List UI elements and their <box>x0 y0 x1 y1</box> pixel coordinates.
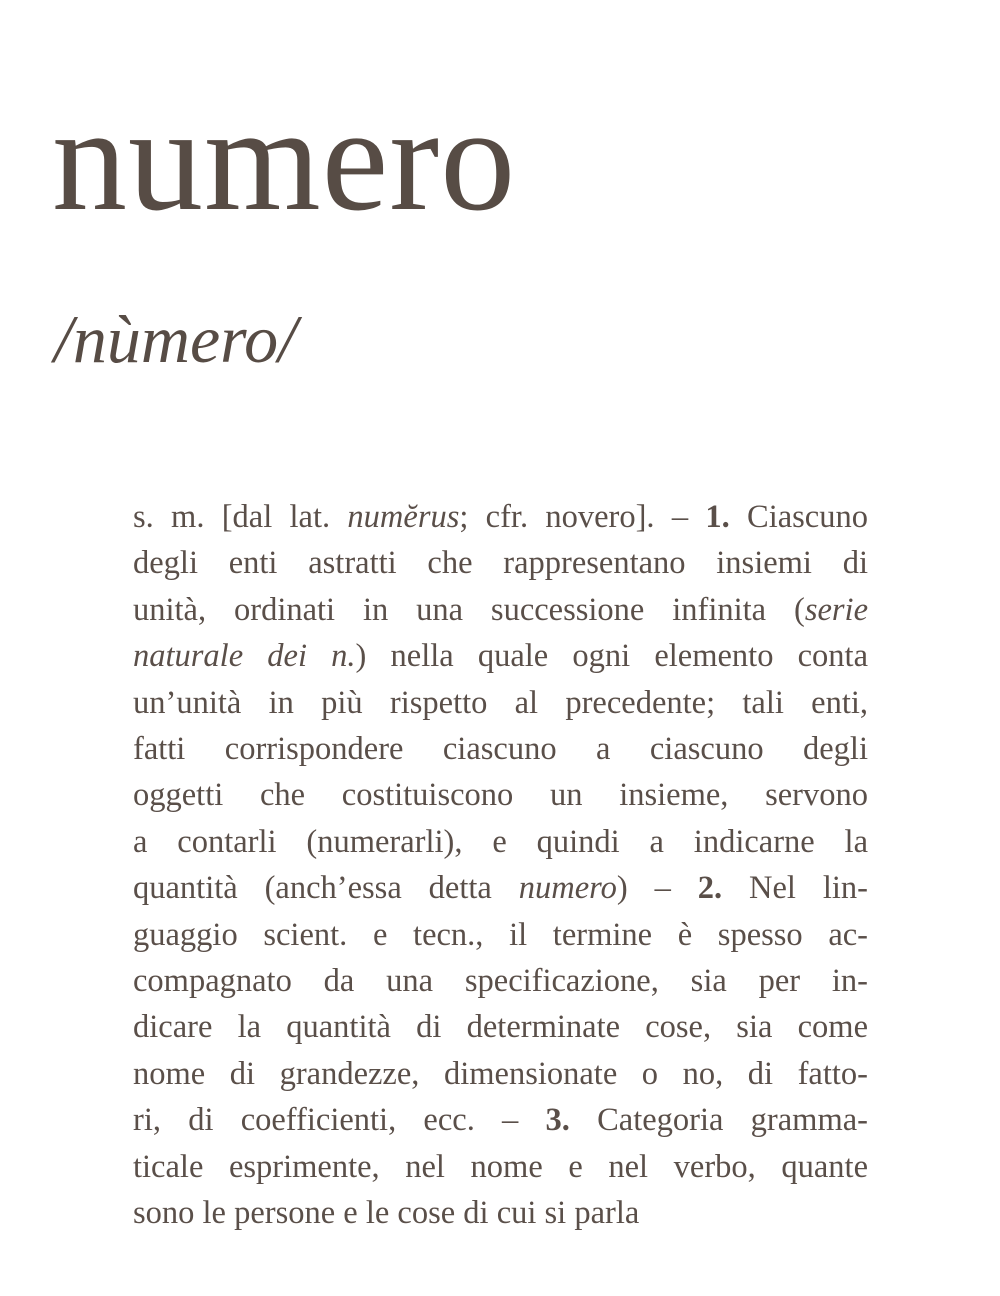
definition-line <box>133 1144 868 1190</box>
definition-line <box>133 865 868 911</box>
definition-line <box>133 819 868 865</box>
definition-segment: unità, ordinati in una successione infinita ( <box>133 591 805 628</box>
sense-number: 2. <box>697 870 723 907</box>
definition-segment: ri, di coefficienti, ecc. – <box>133 1102 546 1139</box>
definition-line <box>133 772 868 818</box>
definition-line <box>133 1097 868 1143</box>
definition-line <box>133 633 868 679</box>
sense-number: 1. <box>705 499 730 535</box>
definition-line <box>133 680 868 726</box>
definition-line <box>133 587 868 633</box>
definition-segment: ; cfr. novero]. – <box>459 499 706 535</box>
definition-segment: un’unità in più rispetto al precedente; tali enti, <box>133 684 868 721</box>
definition-segment: sono le persone e le cose di cui si parla <box>133 1195 640 1232</box>
definition-segment: ) – <box>616 870 698 907</box>
definition-segment: Categoria gramma- <box>569 1102 868 1139</box>
definition-segment: a contarli (numerarli), e quindi a indicarne la <box>133 823 868 860</box>
definition-line <box>133 958 868 1004</box>
definition-line <box>133 540 868 586</box>
definition-segment: ) nella quale ogni elemento conta <box>355 638 868 675</box>
italic-text: numĕrus <box>347 499 460 535</box>
definition-line <box>133 494 868 540</box>
italic-text: numero <box>518 870 617 907</box>
definition-text <box>133 494 868 1237</box>
definition-segment: compagnato da una specificazione, sia per in- <box>133 963 868 1000</box>
definition-segment: nome di grandezze, dimensionate o no, di fatto- <box>133 1055 868 1092</box>
headword: numero <box>52 76 517 242</box>
definition-segment: quantità (anch’essa detta <box>133 870 519 907</box>
sense-number: 3. <box>545 1102 570 1139</box>
definition-segment: s. m. [dal lat. <box>133 499 348 535</box>
definition-segment: fatti corrispondere ciascuno a ciascuno degli <box>133 731 868 768</box>
definition-segment: Nel lin- <box>722 870 868 907</box>
definition-segment: degli enti astratti che rappresentano insiemi di <box>133 545 868 582</box>
definition-segment: oggetti che costituiscono un insieme, servono <box>133 777 868 814</box>
definition-line <box>133 912 868 958</box>
definition-line <box>133 1190 868 1236</box>
definition-segment: guaggio scient. e tecn., il termine è spesso ac- <box>133 916 868 953</box>
definition-line <box>133 726 868 772</box>
pronunciation: /nùmero/ <box>54 301 298 377</box>
italic-text: serie <box>804 591 868 628</box>
definition-line <box>133 1004 868 1050</box>
definition-line <box>133 1051 868 1097</box>
definition-segment: Ciascuno <box>729 499 868 535</box>
definition-segment: ticale esprimente, nel nome e nel verbo, quante <box>133 1148 868 1185</box>
definition-segment: dicare la quantità di determinate cose, sia come <box>133 1009 868 1046</box>
italic-text: naturale dei n. <box>133 638 356 675</box>
